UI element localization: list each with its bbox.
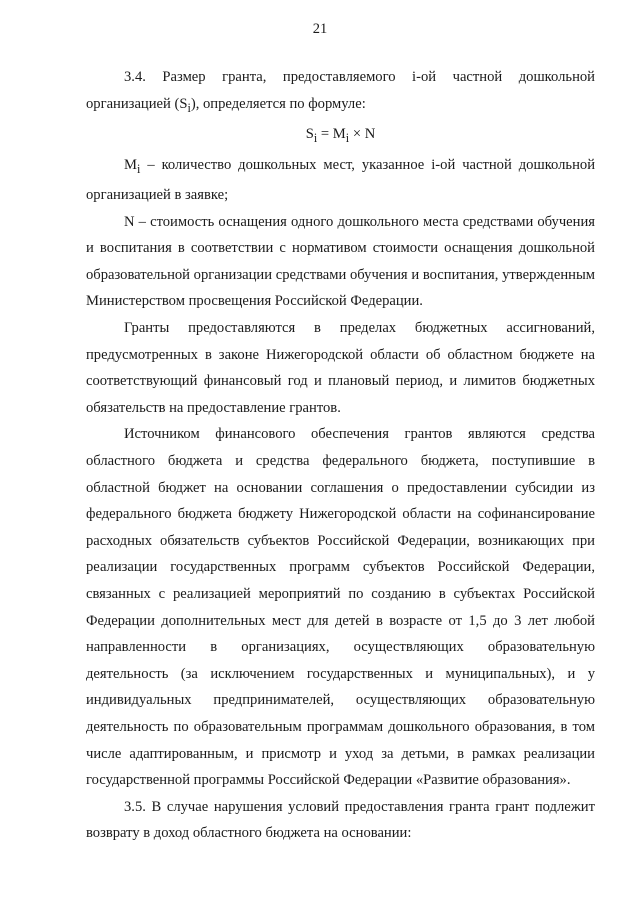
paragraph-n-definition: N – стоимость оснащения одного дошкольного места средствами обучения и воспитания в соответствии с нормативом стоимости оснащения дошкольной образовательной организации средствами обучения и воспитания, утвержденным Министерством просвещения Российской Федерации. — [86, 213, 595, 310]
grant-formula: $S_i = M_i \times N$ — [305, 126, 376, 145]
paragraph-funding-source: Источником финансового обеспечения грантов являются средства областного бюджета и средства федерального бюджета, поступившие в областной бюджет на основании соглашения о предоставлении субсидии из федерального бюджета бюджету Нижегородской области на софинансирование расходных обязательств субъектов Российской Федерации, возникающих при реализации государственных программ субъектов Российской Федерации, связанных с реализацией мероприятий по созданию в субъектах Российской Федерации дополнительных мест для детей в возрасте от 1,5 до 3 лет любой направленности в организациях, осуществляющих образовательную деятельность (за исключением государственных и муниципальных), и у индивидуальных предпринимателей, осуществляющих образовательную деятельность по образовательным программам дошкольного образования, в том числе адаптированным, и присмотр и уход за детьми, в рамках реализации государственной программы Российской Федерации «Развитие образования». — [86, 426, 595, 789]
paragraph-grants-limits: Гранты предоставляются в пределах бюджетных ассигнований, предусмотренных в законе Нижегородской области об областном бюджете на соответствующий финансовый год и плановый период, и лимитов бюджетных обязательств на предоставление грантов. — [86, 320, 595, 416]
paragraph-mi-definition: $M_i$ – количество дошкольных мест, указанное i-ой частной дошкольной организацией в заявке; — [86, 156, 595, 204]
paragraph-3-5: 3.5. В случае нарушения условий предоставления гранта грант подлежит возврату в доход областного бюджета на основании: — [86, 798, 595, 842]
paragraph-3-4: 3.4. Размер гранта, предоставляемого i-ой частной дошкольной организацией $(S_i)$, определяется по формуле: — [86, 69, 595, 115]
page-number: 21 — [312, 21, 328, 37]
document-body — [86, 64, 595, 847]
